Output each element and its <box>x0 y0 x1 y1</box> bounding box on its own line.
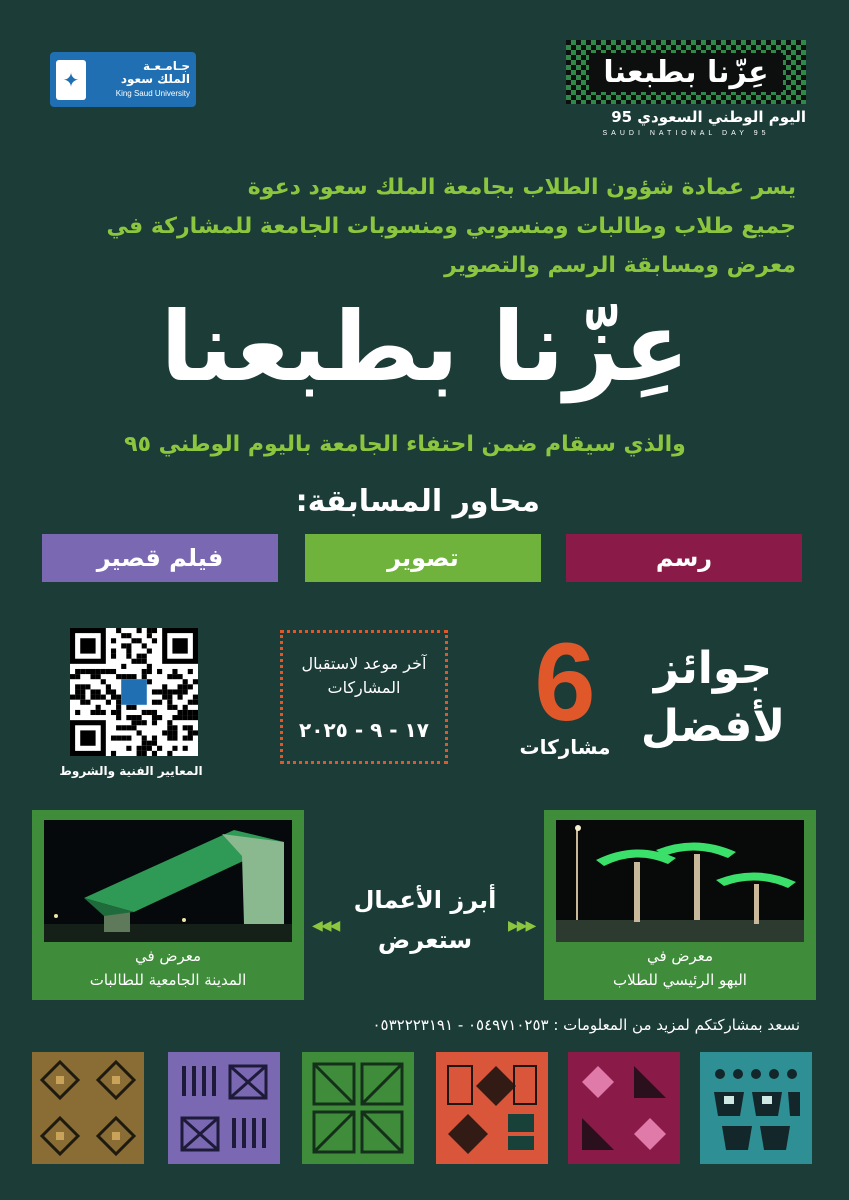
female-campus-caption-line1: معرض في <box>134 947 202 965</box>
deadline-date: ١٧ - ٩ - ٢٠٢٥ <box>299 718 429 742</box>
female-campus-photo <box>44 820 292 942</box>
main-title: عِزّنا بطبعنا <box>160 291 690 403</box>
ksu-logo-arabic-line1: جـامـعـة <box>143 59 190 73</box>
highlight-line2: ستعرض <box>377 926 473 954</box>
exhibition-card-female-campus <box>32 810 304 1000</box>
pattern-tile-brown <box>32 1052 144 1164</box>
pattern-tile-maroon <box>568 1052 680 1164</box>
prizes-heading: جوائز لأفضل <box>640 643 786 752</box>
national-day-logo-title: عِزّنا بطبعنا <box>589 53 782 92</box>
ksu-logo <box>50 52 196 107</box>
winners-label: مشاركات <box>519 735 611 759</box>
event-subtitle: والذي سيقام ضمن احتفاء الجامعة باليوم الوطني ٩٥ <box>124 432 686 457</box>
main-lobby-caption-line1: معرض في <box>646 947 714 965</box>
pattern-tile-purple <box>168 1052 280 1164</box>
deadline-box <box>280 630 448 764</box>
main-lobby-caption-line2: البهو الرئيسي للطلاب <box>613 971 747 989</box>
main-lobby-photo <box>556 820 804 942</box>
qr-code-icon <box>70 628 198 756</box>
highlight-works-text <box>330 880 520 960</box>
triple-chevron-right-icon: ▶▶▶ <box>508 918 535 934</box>
category-photography: تصوير <box>305 534 541 582</box>
national-day-pattern-box <box>566 40 806 104</box>
national-day-logo <box>566 40 806 145</box>
qr-caption: المعايير الفنية والشروط <box>59 764 203 778</box>
national-day-logo-english: SAUDI NATIONAL DAY 95 <box>602 130 770 137</box>
deadline-label-line2: المشاركات <box>327 678 401 697</box>
winners-number: 6 <box>534 621 596 744</box>
palm-swords-emblem-icon: ✦ <box>56 60 86 100</box>
invitation-line-3: معرض ومسابقة الرسم والتصوير <box>444 253 796 278</box>
triple-chevron-left-icon: ◀◀◀ <box>312 918 339 934</box>
qr-code[interactable] <box>70 628 198 756</box>
national-day-logo-subtitle: اليوم الوطني السعودي 95 <box>611 108 806 126</box>
pattern-tile-green <box>302 1052 414 1164</box>
category-short-film: فيلم قصير <box>42 534 278 582</box>
invitation-line-2: جميع طلاب وطالبات ومنسوبي ومنسوبات الجامعة للمشاركة في <box>106 214 796 239</box>
contact-info: نسعد بمشاركتكم لمزيد من المعلومات : ٠٥٤٩٧١٠٢٥٣ - ٠٥٣٢٢٢٣١٩١ <box>372 1016 800 1034</box>
pattern-tile-teal <box>700 1052 812 1164</box>
exhibition-card-main-lobby <box>544 810 816 1000</box>
invitation-text <box>60 168 796 285</box>
competition-axes-heading: محاور المسابقة: <box>295 484 540 519</box>
female-campus-caption-line2: المدينة الجامعية للطالبات <box>89 971 247 989</box>
category-drawing: رسم <box>566 534 802 582</box>
highlight-line1: أبرز الأعمال <box>353 886 497 914</box>
ksu-logo-arabic-line2: الملك سعود <box>120 72 190 86</box>
ksu-logo-english: King Saud University <box>115 89 190 98</box>
pattern-tile-orange <box>436 1052 548 1164</box>
deadline-label-line1: آخر موعد لاستقبال <box>301 654 427 673</box>
invitation-line-1: يسر عمادة شؤون الطلاب بجامعة الملك سعود دعوة <box>247 175 796 200</box>
